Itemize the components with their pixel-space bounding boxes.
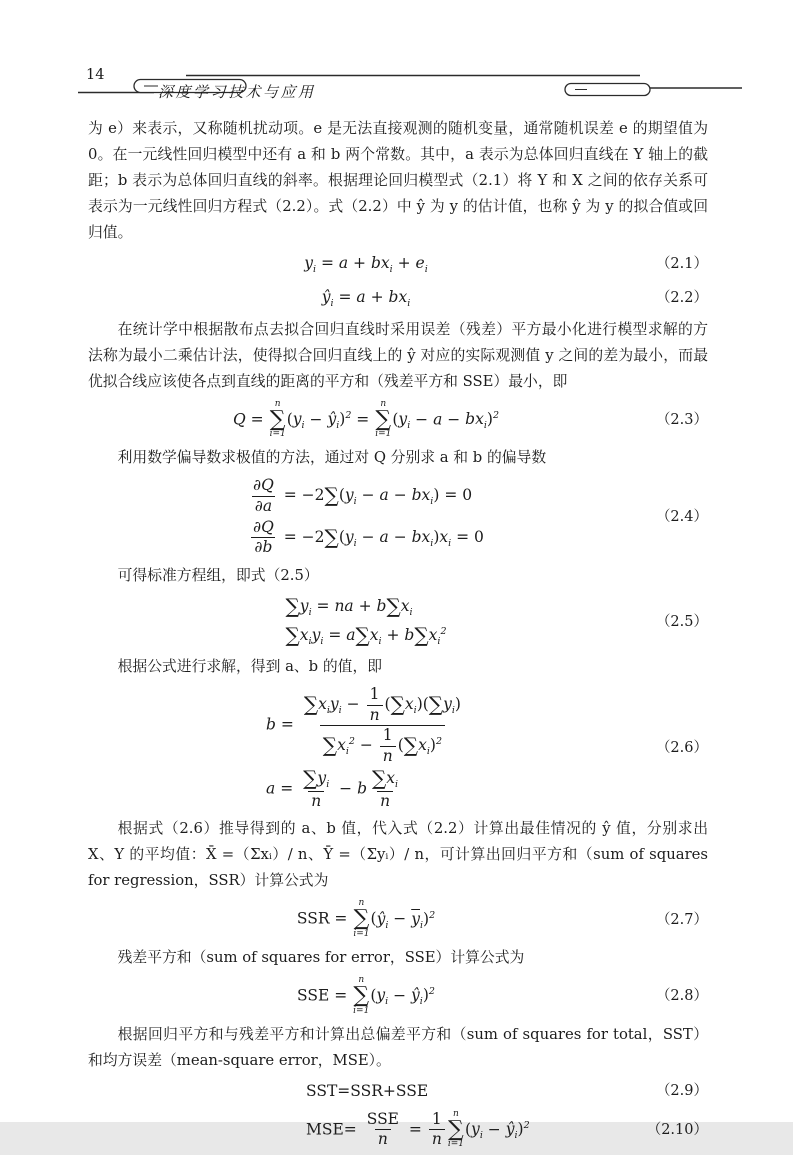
equation-number: （2.1）	[655, 256, 708, 273]
equation-formula: MSE= $\frac{\text{SSE}}{n}$ = $\frac{1}{n}$ n ∑ i=1 ($y_i$ − $ŷ_i)^2$	[306, 1108, 530, 1150]
paragraph-normal-equations: 可得标准方程组，即式（2.5）	[117, 566, 319, 584]
equation-2-5	[88, 592, 708, 652]
equation-formula: SSR = n ∑ i=1 $(ŷ_i - \overline{y}_i)^2$	[296, 898, 436, 940]
paragraph-sst-mse: 根据回归平方和与残差平方和计算出总偏差平方和（sum of squares for total，SST）和均方误差（mean-square error，MSE）。	[88, 1025, 708, 1069]
equation-2-3	[88, 398, 708, 443]
running-title: 深度学习技术与应用	[158, 83, 316, 101]
equation-formula: $ŷ_i = a + bx_i$	[321, 287, 411, 309]
equation-2-1	[88, 249, 708, 280]
paragraph-intro: 为 e）来表示，又称随机扰动项。e 是无法直接观测的随机变量，通常随机误差 e 的期望值为 0。在一元线性回归模型中还有 a 和 b 两个常数。其中，a 表示为总体回归直线在 Y 轴上的截距；b 表示为总体回归直线的斜率。根据理论回归模型式（2.1）将 Y 和 X 之间的依存关系可表示为一元线性回归方程式（2.2）。式（2.2）中 ŷ 为 y 的估计值，也称 ŷ 为 y 的拟合值或回归值。	[88, 120, 708, 241]
paragraph-sse: 残差平方和（sum of squares for error，SSE）计算公式为	[117, 948, 525, 966]
equation-number: （2.8）	[655, 988, 708, 1005]
page-number: 14	[86, 67, 105, 83]
paragraph-partial-derivatives: 利用数学偏导数求极值的方法，通过对 Q 分别求 a 和 b 的偏导数	[117, 449, 547, 467]
equation-formula: $y_i = a + bx_i + e_i$	[304, 254, 428, 276]
paragraph-least-squares: 在统计学中根据散布点去拟合回归直线时采用误差（残差）平方最小化进行模型求解的方法称为最小二乘估计法，使得拟合回归直线上的 ŷ 对应的实际观测值 y 之间的差为最小，而最优拟合线应该使各点到直线的距离的平方和（残差平方和 SSE）最小，即	[88, 320, 708, 390]
paragraph-ssr: 根据式（2.6）推导得到的 a、b 值，代入式（2.2）计算出最佳情况的 ŷ 值，分别求出 X、Y 的平均值：X̄ =（Σxᵢ）/ n、Ȳ =（Σyᵢ）/ n，可计算出回归平方和（sum of squares for regression，SSR）计算公式为	[88, 820, 708, 890]
equation-number: （2.6）	[655, 740, 708, 757]
equation-formula: Q = n ∑ i=1 ($y_i$ − $ŷ_i)^2$ = n ∑ i=1 $(y_i - a - bx_i)^2$	[233, 398, 499, 440]
equation-number: （2.9）	[655, 1082, 708, 1099]
paragraph-solve-ab: 根据公式进行求解，得到 a、b 的值，即	[117, 658, 383, 676]
equation-2-10	[88, 1108, 708, 1153]
equation-2-7	[88, 897, 708, 942]
equation-number: （2.4）	[655, 509, 708, 526]
page-content	[88, 116, 708, 1155]
equation-number: （2.7）	[655, 911, 708, 928]
equation-number: （2.2）	[655, 290, 708, 307]
equation-number: （2.3）	[655, 411, 708, 428]
equation-formula: b = $\sum x_iy_i$ − $\frac{1}{n}$ $(\sum x_i)(\sum y_i)$ $\sum x_i^2$ − $\frac{1}{n}$ $(\sum x_i)^2$ a = $\frac{\sum y_i}{n}$ − b $\frac{\sum x_i}{n}$	[266, 685, 461, 810]
equation-2-6	[88, 683, 708, 813]
equation-formula: $\sum y_i$ = na + $b\sum x_i$ $\sum x_iy_i = a\sum x_i + b\sum x_i^2$	[285, 593, 447, 647]
equation-formula: $\frac{\partial Q}{\partial a}$ = $-2\sum(y_i - a - bx_i) = 0$ $\frac{\partial Q}{\partial b}$ = $-2\sum(y_i - a - bx_i)x_i = 0$	[253, 476, 484, 557]
page-header	[78, 66, 742, 110]
equation-2-9	[88, 1077, 708, 1105]
equation-2-8	[88, 974, 708, 1019]
equation-2-2	[88, 283, 708, 314]
equation-2-4	[88, 474, 708, 560]
equation-number: （2.10）	[646, 1121, 708, 1138]
equation-formula: SSE = n ∑ i=1 ($y_i$ − $ŷ_i)^2$	[297, 974, 435, 1016]
equation-number: （2.5）	[655, 613, 708, 630]
equation-formula: SST=SSR+SSE	[306, 1081, 429, 1100]
